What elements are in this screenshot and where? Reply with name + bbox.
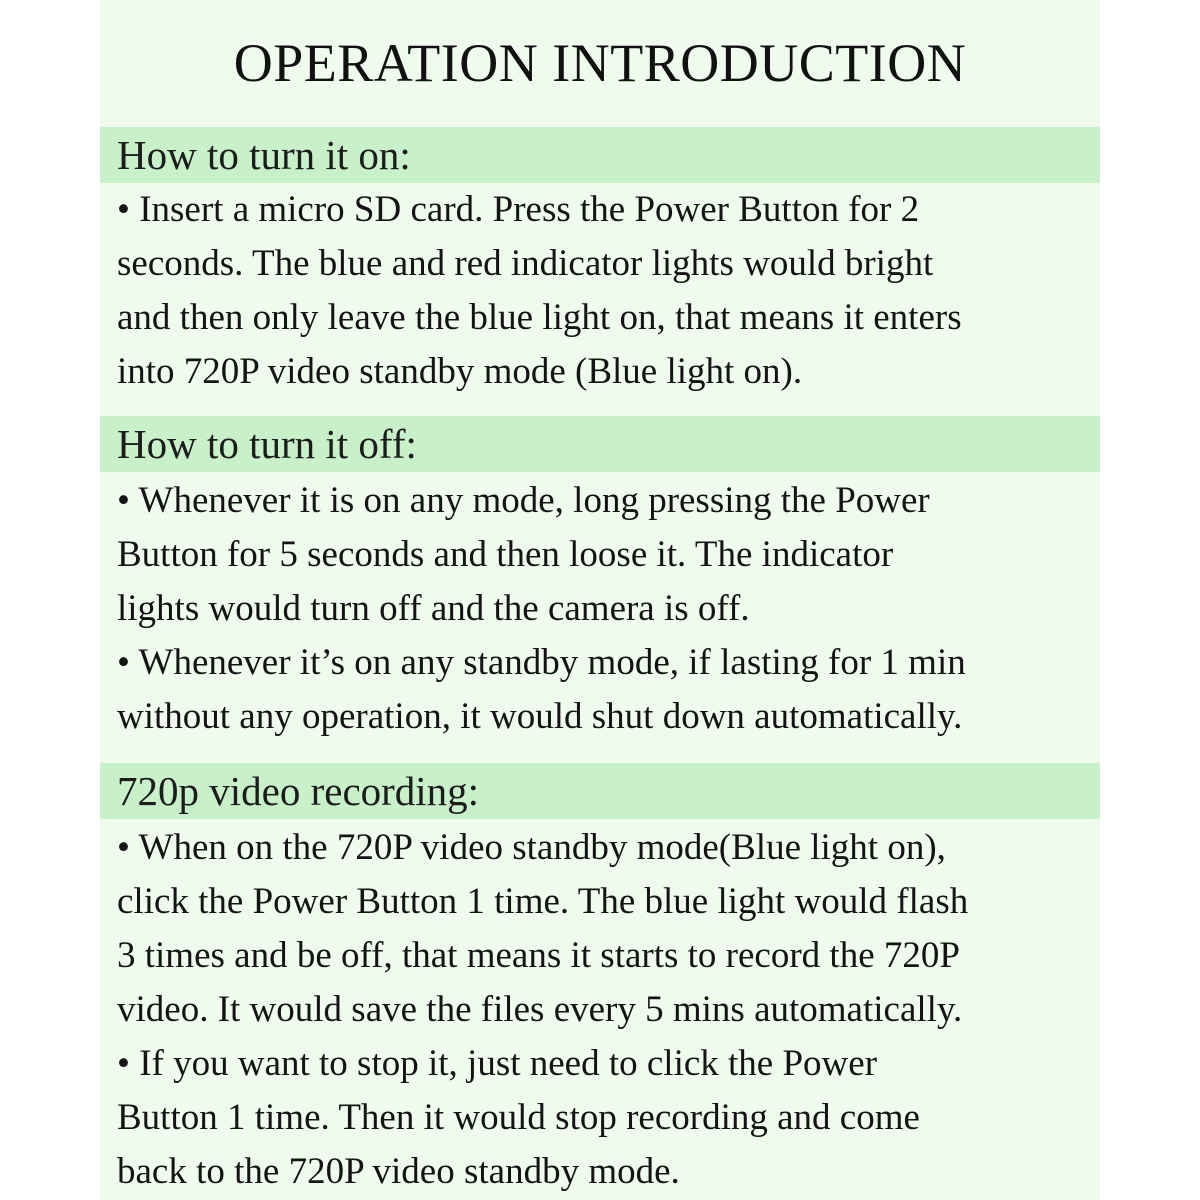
section-heading-video-recording bbox=[100, 763, 1100, 819]
body-line: • Whenever it is on any mode, long pressing the Power bbox=[117, 480, 930, 521]
body-line: • Insert a micro SD card. Press the Power Button for 2 bbox=[117, 189, 920, 230]
section-heading-turn-on bbox=[100, 127, 1100, 183]
body-line: 3 times and be off, that means it starts to record the 720P bbox=[117, 935, 960, 976]
body-line: Button 1 time. Then it would stop recording and come bbox=[117, 1097, 920, 1138]
page-title: OPERATION INTRODUCTION bbox=[233, 33, 967, 93]
body-line: • If you want to stop it, just need to click the Power bbox=[117, 1043, 878, 1084]
body-line: and then only leave the blue light on, that means it enters bbox=[117, 297, 962, 338]
body-line: click the Power Button 1 time. The blue light would flash bbox=[117, 881, 969, 922]
section-heading-turn-off bbox=[100, 416, 1100, 472]
body-line: • When on the 720P video standby mode(Blue light on), bbox=[117, 827, 946, 868]
body-line: back to the 720P video standby mode. bbox=[117, 1151, 680, 1192]
section-heading-label: How to turn it off: bbox=[117, 421, 417, 467]
body-line: into 720P video standby mode (Blue light on). bbox=[117, 351, 803, 392]
body-line: seconds. The blue and red indicator lights would bright bbox=[117, 243, 934, 284]
section-heading-label: 720p video recording: bbox=[117, 768, 480, 814]
body-line: video. It would save the files every 5 mins automatically. bbox=[117, 989, 963, 1030]
body-line: lights would turn off and the camera is off. bbox=[117, 588, 750, 629]
section-heading-label: How to turn it on: bbox=[117, 132, 411, 178]
body-line: Button for 5 seconds and then loose it. The indicator bbox=[117, 534, 894, 575]
body-line: • Whenever it’s on any standby mode, if lasting for 1 min bbox=[117, 642, 966, 683]
body-line: without any operation, it would shut down automatically. bbox=[117, 696, 963, 737]
